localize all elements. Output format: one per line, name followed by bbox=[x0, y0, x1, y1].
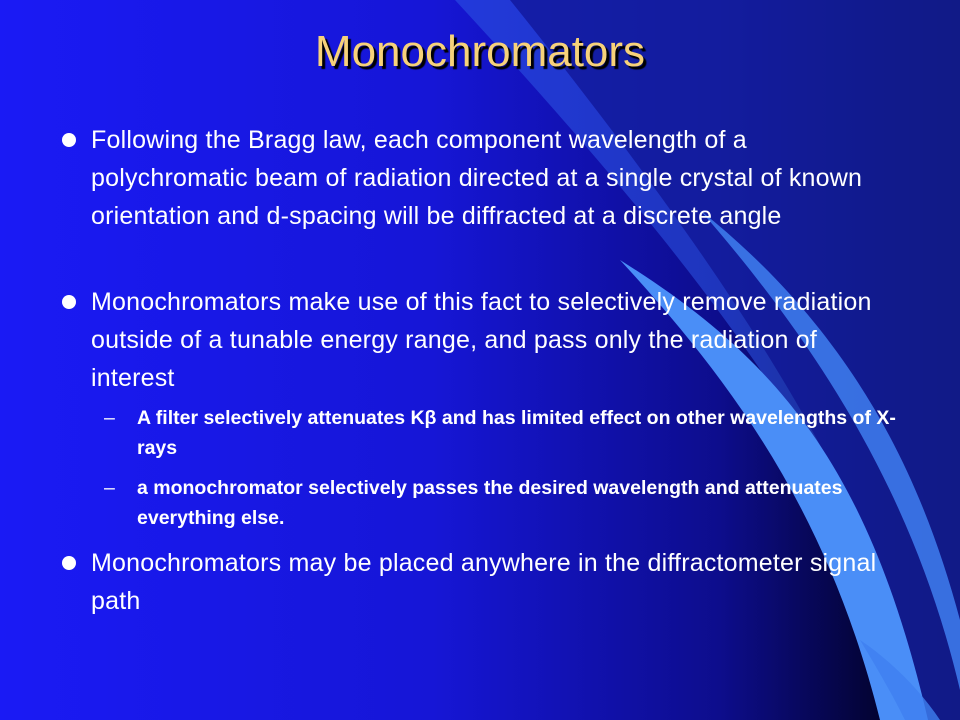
bullet-text: Monochromators may be placed anywhere in the diffractometer signal path bbox=[91, 549, 877, 615]
bullet-dot-icon bbox=[62, 295, 76, 309]
bullet-text: Monochromators make use of this fact to selectively remove radiation outside of a tunable energy range, and pass only the radiation of interest bbox=[91, 288, 872, 392]
slide-title: Monochromators bbox=[314, 27, 646, 76]
sub-bullet-item bbox=[104, 473, 914, 533]
bullet-dot-icon bbox=[62, 133, 76, 147]
sub-bullet-text: A filter selectively attenuates Kβ and has limited effect on other wavelengths of X-rays bbox=[137, 407, 896, 459]
bullet-item bbox=[62, 121, 902, 235]
bullet-dot-icon bbox=[62, 556, 76, 570]
bullet-item bbox=[62, 544, 902, 620]
sub-bullet-item bbox=[104, 403, 914, 463]
bullet-text: Following the Bragg law, each component wavelength of a polychromatic beam of radiation directed at a single crystal of known orientation and d-spacing will be diffracted at a discrete angle bbox=[91, 126, 863, 230]
dash-icon: – bbox=[104, 477, 115, 499]
bullet-item bbox=[62, 283, 902, 397]
dash-icon: – bbox=[104, 407, 115, 429]
sub-bullet-text: a monochromator selectively passes the desired wavelength and attenuates everything else. bbox=[137, 477, 843, 529]
